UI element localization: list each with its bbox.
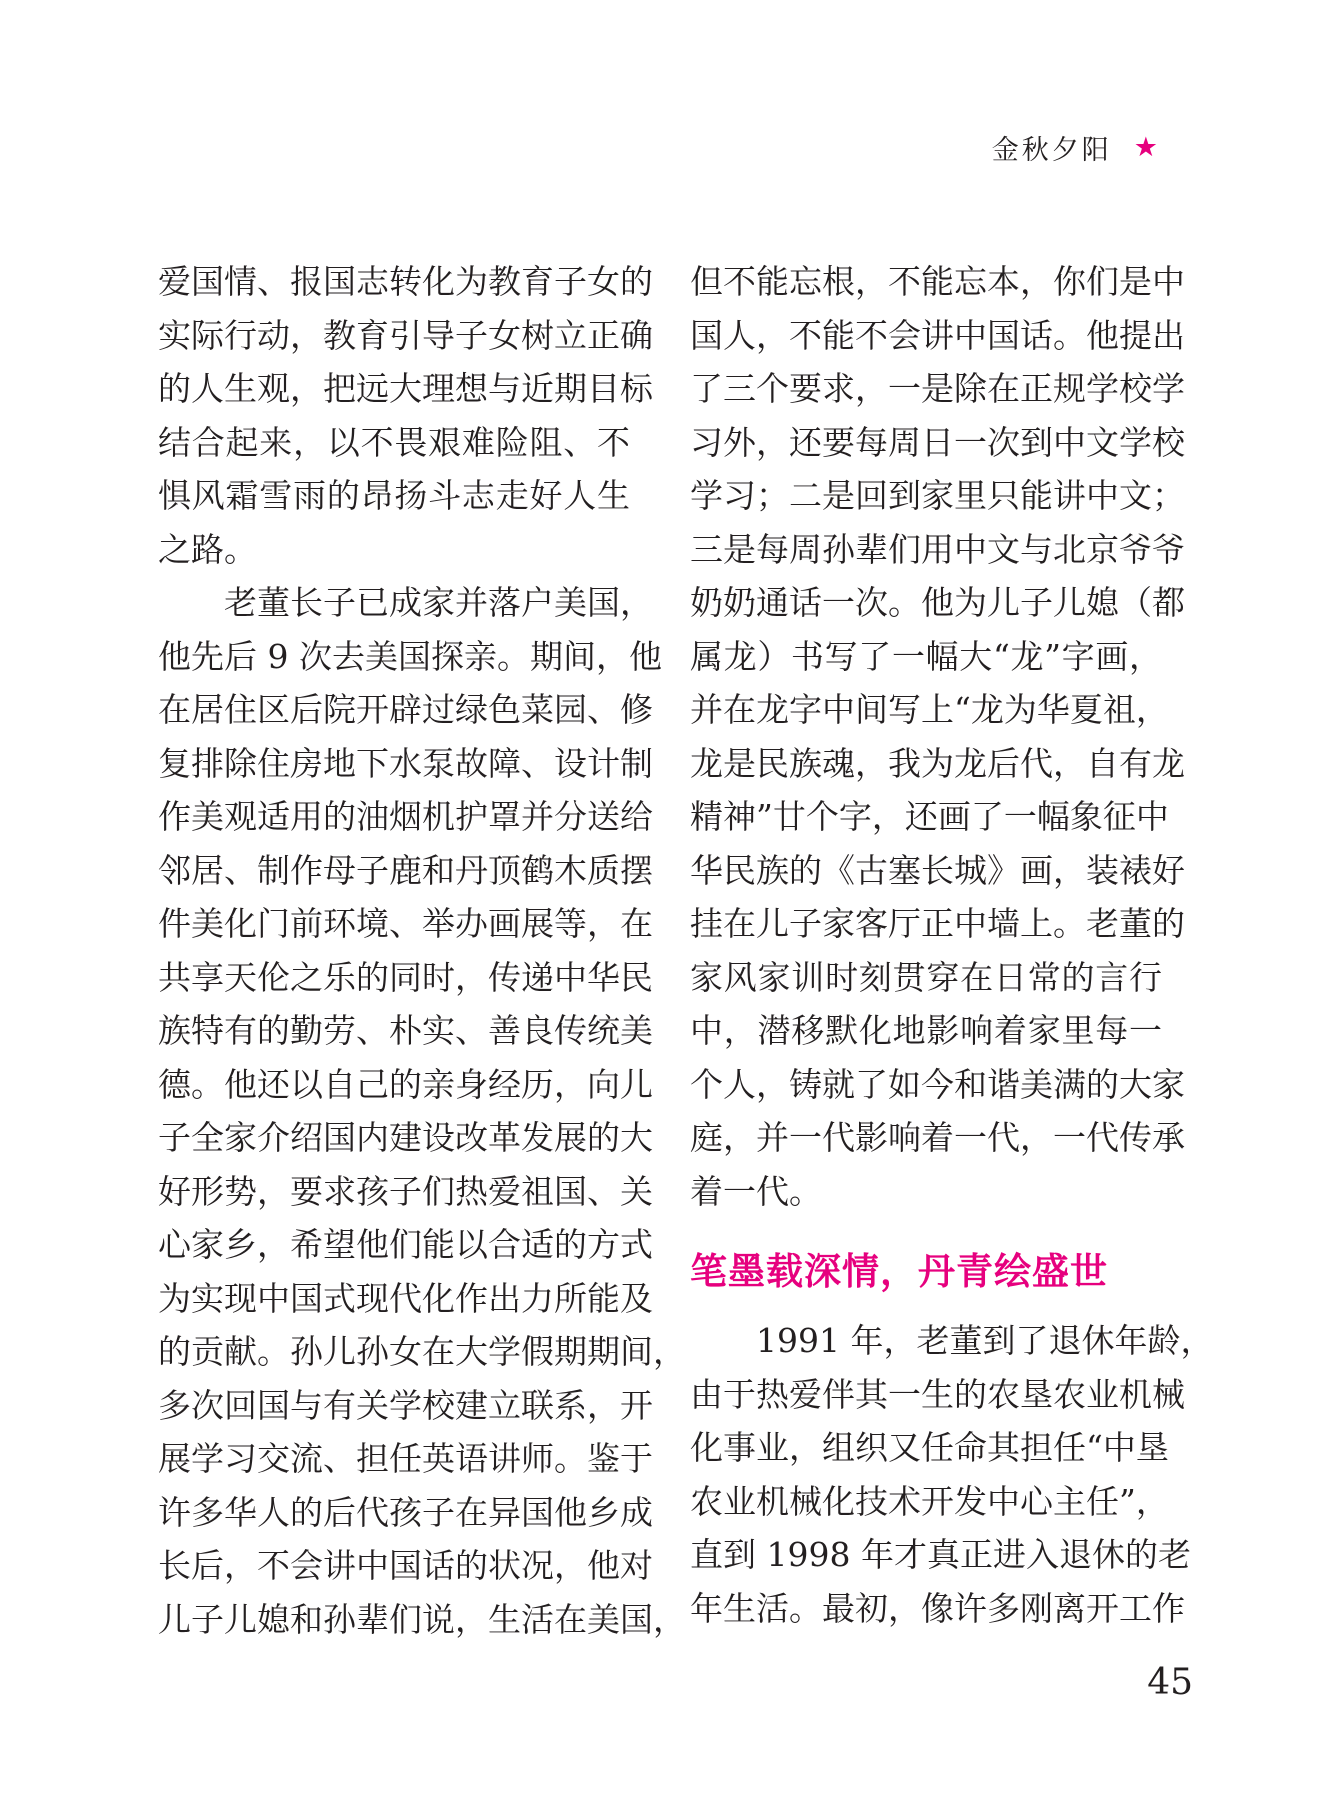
text-line: 结合起来，以不畏艰难险阻、不: [158, 422, 630, 462]
text-line: 儿子儿媳和孙辈们说，生活在美国，: [158, 1599, 686, 1639]
text-line: 化事业，组织又任命其担任“中垦: [690, 1428, 1169, 1467]
page-number: 45: [1147, 1662, 1193, 1703]
text-line: 国人，不能不会讲中国话。他提出: [690, 315, 1185, 355]
text-line: 德。他还以自己的亲身经历，向儿: [158, 1064, 653, 1104]
left-column: [158, 255, 686, 1646]
text-line: 爱国情、报国志转化为教育子女的: [158, 262, 653, 301]
running-header: [992, 128, 1158, 167]
text-line: 心家乡，希望他们能以合适的方式: [158, 1225, 653, 1264]
text-line: 为实现中国式现代化作出力所能及: [158, 1278, 653, 1318]
text-line: 年生活。最初，像许多刚离开工作: [690, 1588, 1185, 1628]
text-line: 的人生观，把远大理想与近期目标: [158, 369, 653, 408]
text-line: 之路。: [158, 529, 257, 569]
text-line: 直到 1998 年才真正进入退休的老: [690, 1535, 1191, 1574]
text-line: 庭，并一代影响着一代，一代传承: [690, 1118, 1185, 1157]
text-line: 好形势，要求孩子们热爱祖国、关: [158, 1171, 653, 1211]
text-line: 由于热爱伴其一生的农垦农业机械: [690, 1374, 1185, 1414]
text-line: 他先后 9 次去美国探亲。期间，他: [158, 636, 662, 676]
text-line: 老董长子已成家并落户美国，: [224, 583, 653, 622]
text-line: 个人，铸就了如今和谐美满的大家: [690, 1064, 1185, 1104]
text-line: 多次回国与有关学校建立联系，开: [158, 1385, 653, 1425]
text-line: 挂在儿子家客厅正中墙上。老董的: [690, 904, 1185, 943]
text-line: 学习；二是回到家里只能讲中文；: [690, 476, 1185, 515]
text-line: 子全家介绍国内建设改革发展的大: [158, 1118, 653, 1157]
text-line: 作美观适用的油烟机护罩并分送给: [158, 797, 653, 836]
text-line: 着一代。: [690, 1171, 822, 1211]
text-line: 共享天伦之乐的同时，传递中华民: [158, 957, 653, 997]
text-line: 的贡献。孙儿孙女在大学假期期间，: [158, 1332, 686, 1371]
text-line: 属龙）书写了一幅大“龙”字画，: [690, 636, 1162, 676]
text-line: 件美化门前环境、举办画展等，在: [158, 904, 653, 943]
section-title: 金秋夕阳: [991, 135, 1112, 166]
text-line: 1991 年，老董到了退休年龄，: [756, 1321, 1214, 1360]
right-column: [690, 255, 1214, 1635]
text-line: 华民族的《古塞长城》画，装裱好: [690, 850, 1185, 890]
text-line: 许多华人的后代孩子在异国他乡成: [158, 1492, 653, 1532]
text-line: 族特有的勤劳、朴实、善良传统美: [158, 1011, 653, 1050]
text-line: 复排除住房地下水泵故障、设计制: [158, 743, 653, 783]
text-line: 农业机械化技术开发中心主任”，: [690, 1481, 1169, 1521]
text-line: 中，潜移默化地影响着家里每一: [690, 1011, 1162, 1050]
text-line: 习外，还要每周日一次到中文学校: [690, 422, 1185, 462]
text-line: 在居住区后院开辟过绿色菜园、修: [158, 690, 653, 729]
star-icon: ★: [1133, 132, 1158, 163]
text-line: 实际行动，教育引导子女树立正确: [158, 315, 653, 355]
text-line: 家风家训时刻贯穿在日常的言行: [690, 957, 1162, 997]
text-line: 龙是民族魂，我为龙后代，自有龙: [690, 743, 1185, 783]
text-line: 邻居、制作母子鹿和丹顶鹤木质摆: [158, 850, 653, 890]
section-heading: 笔墨载深情，丹青绘盛世: [690, 1250, 1108, 1293]
text-line: 三是每周孙辈们用中文与北京爷爷: [690, 529, 1185, 569]
text-line: 长后，不会讲中国话的状况，他对: [158, 1546, 653, 1585]
text-line: 并在龙字中间写上“龙为华夏祖，: [690, 690, 1169, 729]
text-line: 奶奶通话一次。他为儿子儿媳（都: [690, 583, 1185, 622]
text-line: 了三个要求，一是除在正规学校学: [690, 369, 1185, 408]
text-line: 精神”廿个字，还画了一幅象征中: [690, 797, 1169, 836]
text-line: 展学习交流、担任英语讲师。鉴于: [158, 1439, 653, 1478]
text-line: 惧风霜雪雨的昂扬斗志走好人生: [158, 476, 630, 515]
text-line: 但不能忘根，不能忘本，你们是中: [690, 262, 1185, 301]
